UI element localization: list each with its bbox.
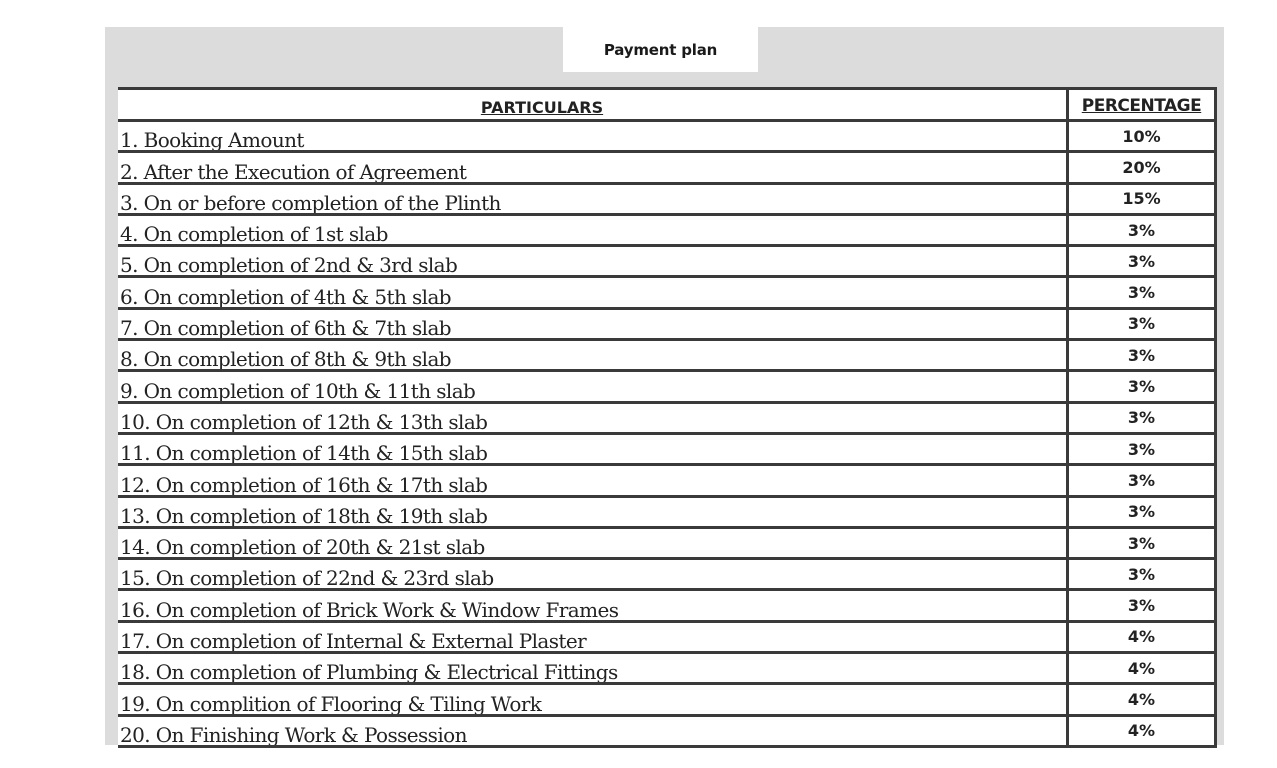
table-row — [118, 654, 1214, 685]
particular-cell: 19. On complition of Flooring & Tiling Work — [118, 685, 1069, 713]
percentage-cell: 3% — [1127, 314, 1156, 334]
document-title: Payment plan — [563, 27, 758, 72]
percentage-cell: 15% — [1122, 189, 1161, 209]
particular-cell: 10. On completion of 12th & 13th slab — [118, 404, 1069, 432]
particular-cell: 1. Booking Amount — [118, 122, 1069, 150]
particular-cell: 7. On completion of 6th & 7th slab — [118, 310, 1069, 338]
table-row — [118, 498, 1214, 529]
percentage-cell: 3% — [1127, 408, 1156, 428]
table-row — [118, 122, 1214, 153]
particular-cell: 8. On completion of 8th & 9th slab — [118, 341, 1069, 369]
particular-cell: 17. On completion of Internal & External Plaster — [118, 623, 1069, 651]
particular-cell: 6. On completion of 4th & 5th slab — [118, 278, 1069, 306]
particular-cell: 4. On completion of 1st slab — [118, 216, 1069, 244]
payment-plan-table — [118, 87, 1217, 748]
particular-cell: 3. On or before completion of the Plinth — [118, 185, 1069, 213]
table-row — [118, 623, 1214, 654]
table-row — [118, 216, 1214, 247]
percentage-cell: 4% — [1127, 658, 1156, 678]
table-row — [118, 278, 1214, 309]
table-row — [118, 435, 1214, 466]
percentage-cell: 4% — [1127, 689, 1156, 709]
table-row — [118, 591, 1214, 622]
table-row — [118, 466, 1214, 497]
percentage-cell: 3% — [1127, 439, 1156, 459]
table-row — [118, 310, 1214, 341]
particular-cell: 2. After the Execution of Agreement — [118, 153, 1069, 181]
particular-cell: 5. On completion of 2nd & 3rd slab — [118, 247, 1069, 275]
table-row — [118, 560, 1214, 591]
column-header-percentage: PERCENTAGE — [1081, 96, 1202, 116]
table-header-row — [118, 90, 1214, 122]
table-row — [118, 404, 1214, 435]
table-row — [118, 685, 1214, 716]
particular-cell: 16. On completion of Brick Work & Window Frames — [118, 591, 1069, 619]
table-row — [118, 185, 1214, 216]
particular-cell: 9. On completion of 10th & 11th slab — [118, 372, 1069, 400]
percentage-cell: 3% — [1127, 596, 1156, 616]
percentage-cell: 20% — [1122, 157, 1161, 177]
table-row — [118, 247, 1214, 278]
percentage-cell: 3% — [1127, 377, 1156, 397]
table-row — [118, 153, 1214, 184]
column-header-particulars: PARTICULARS — [118, 90, 1069, 119]
percentage-cell: 10% — [1122, 126, 1161, 146]
particular-cell: 13. On completion of 18th & 19th slab — [118, 498, 1069, 526]
percentage-cell: 4% — [1127, 721, 1156, 741]
particular-cell: 18. On completion of Plumbing & Electrical Fittings — [118, 654, 1069, 682]
table-row — [118, 717, 1214, 748]
particular-cell: 11. On completion of 14th & 15th slab — [118, 435, 1069, 463]
particular-cell: 20. On Finishing Work & Possession — [118, 717, 1069, 745]
particular-cell: 15. On completion of 22nd & 23rd slab — [118, 560, 1069, 588]
percentage-cell: 3% — [1127, 502, 1156, 522]
particular-cell: 12. On completion of 16th & 17th slab — [118, 466, 1069, 494]
percentage-cell: 3% — [1127, 564, 1156, 584]
percentage-cell: 3% — [1127, 220, 1156, 240]
table-row — [118, 341, 1214, 372]
table-row — [118, 529, 1214, 560]
percentage-cell: 4% — [1127, 627, 1156, 647]
percentage-cell: 3% — [1127, 251, 1156, 271]
percentage-cell: 3% — [1127, 470, 1156, 490]
percentage-cell: 3% — [1127, 345, 1156, 365]
particular-cell: 14. On completion of 20th & 21st slab — [118, 529, 1069, 557]
table-row — [118, 372, 1214, 403]
percentage-cell: 3% — [1127, 533, 1156, 553]
percentage-cell: 3% — [1127, 283, 1156, 303]
